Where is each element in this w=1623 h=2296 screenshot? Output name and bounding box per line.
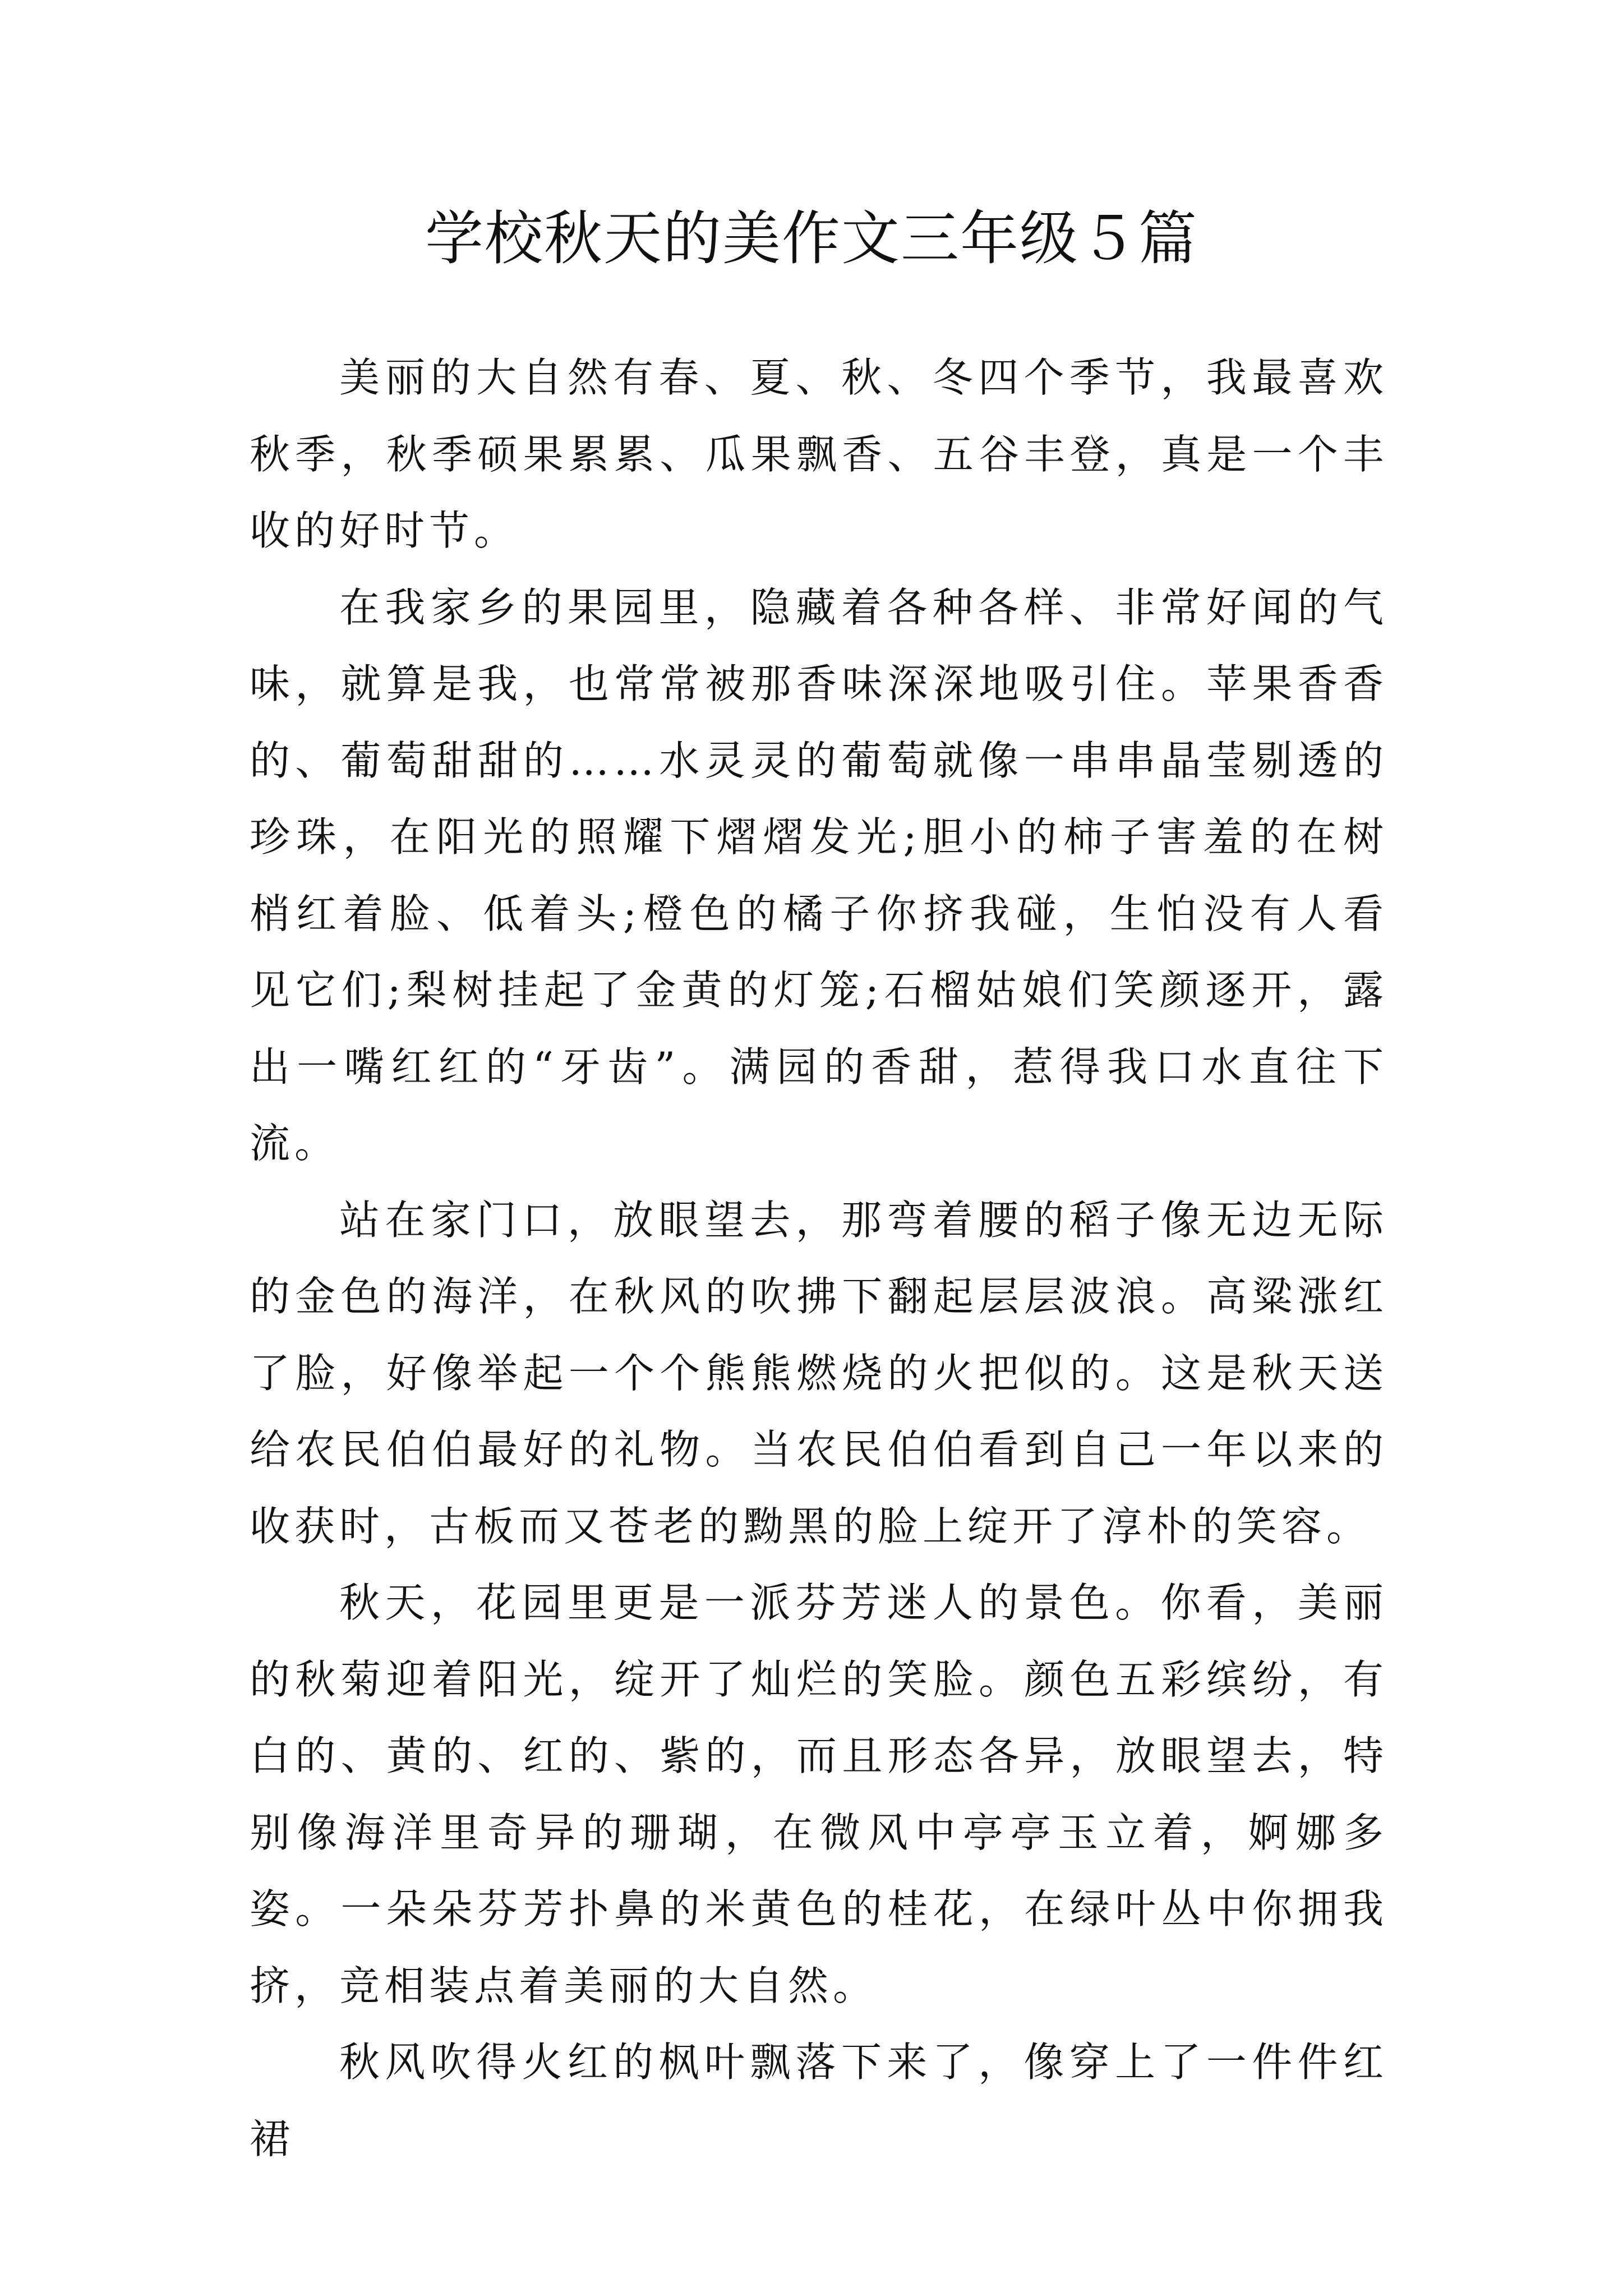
paragraph: 美丽的大自然有春、夏、秋、冬四个季节，我最喜欢秋季，秋季硕果累累、瓜果飘香、五谷丰登，真是一个丰收的好时节。	[250, 354, 1388, 554]
document-title: 学校秋天的美作文三年级５篇	[425, 204, 1198, 273]
paragraph: 秋风吹得火红的枫叶飘落下来了，像穿上了一件件红裙	[250, 2039, 1388, 2162]
paragraph: 站在家门口，放眼望去，那弯着腰的稻子像无边无际的金色的海洋，在秋风的吹拂下翻起层层波浪。高粱涨红了脸，好像举起一个个熊熊燃烧的火把似的。这是秋天送给农民伯伯最好的礼物。当农民伯伯看到自己一年以来的收获时，古板而又苍老的黝黑的脸上绽开了淳朴的笑容。	[250, 1196, 1388, 1550]
document-body	[250, 339, 1388, 2177]
paragraph: 秋天，花园里更是一派芬芳迷人的景色。你看，美丽的秋菊迎着阳光，绽开了灿烂的笑脸。颜色五彩缤纷，有白的、黄的、红的、紫的，而且形态各异，放眼望去，特别像海洋里奇异的珊瑚，在微风中亭亭玉立着，婀娜多姿。一朵朵芬芳扑鼻的米黄色的桂花，在绿叶丛中你拥我挤，竞相装点着美丽的大自然。	[250, 1579, 1388, 2009]
paragraph: 在我家乡的果园里，隐藏着各种各样、非常好闻的气味，就算是我，也常常被那香味深深地吸引住。苹果香香的、葡萄甜甜的……水灵灵的葡萄就像一串串晶莹剔透的珍珠，在阳光的照耀下熠熠发光;胆小的柿子害羞的在树梢红着脸、低着头;橙色的橘子你挤我碰，生怕没有人看见它们;梨树挂起了金黄的灯笼;石榴姑娘们笑颜逐开，露出一嘴红红的“牙齿”。满园的香甜，惹得我口水直往下流。	[250, 583, 1388, 1167]
